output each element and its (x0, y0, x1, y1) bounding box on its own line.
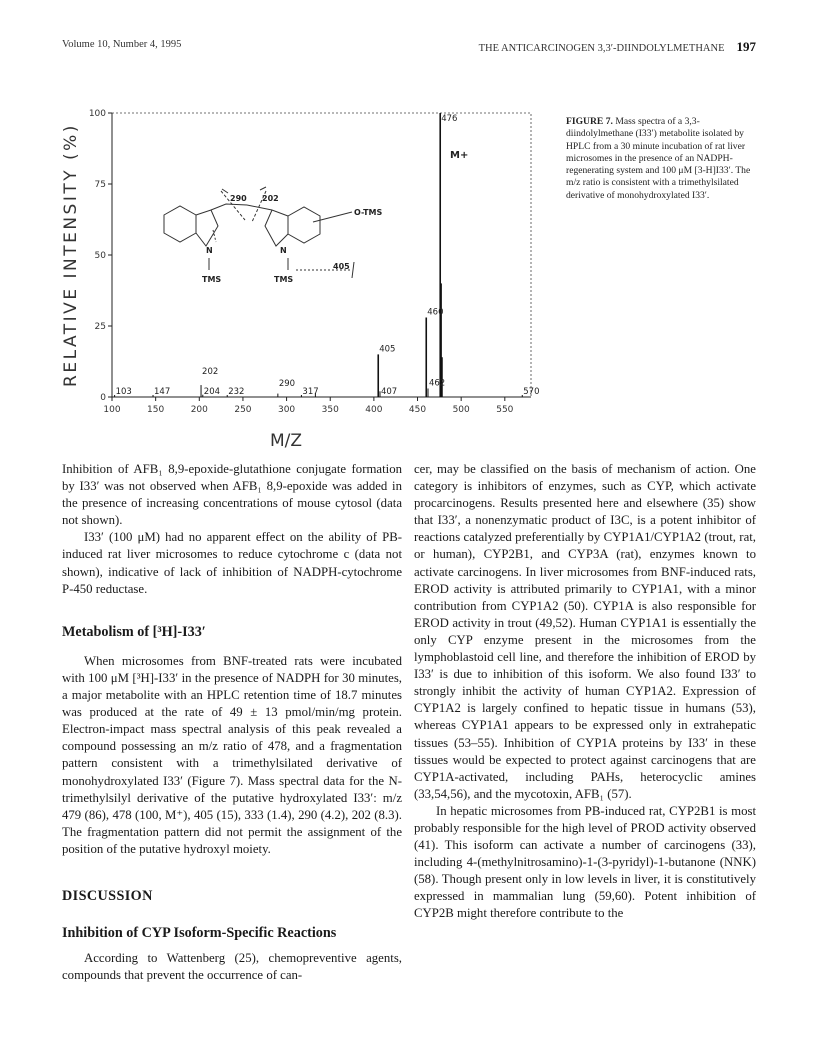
peak-label: 570 (523, 387, 540, 397)
x-tick-label: 450 (408, 405, 427, 415)
paragraph-afb1-conjugate: Inhibition of AFB₁ 8,9-epoxide-glutathione conjugate formation by I33′ was not observed when AFB₁ 8,9-epoxide was added in the presence of increasing concentrations of mouse cytosol (data not shown). (62, 462, 402, 528)
molecular-ion-label: M+ (450, 150, 469, 161)
y-tick-label: 0 (100, 393, 106, 403)
heading-metabolism: Metabolism of [³H]-I33′ (62, 623, 206, 640)
peak-label: 317 (302, 387, 319, 397)
x-tick-label: 100 (103, 405, 121, 415)
structure-label-otms: O-TMS (354, 208, 383, 217)
x-tick-label: 550 (496, 405, 514, 415)
figure-caption-text: Mass spectra of a 3,3-diindolylmethane (I33′) metabolite isolated by HPLC from a 30 minute incubation of rat liver microsomes in the presence of an NADPH-regenerating system and 100 μM [3-H]I33′. The m/z ratio is consistent with a trimethylsilated derivative of monohydroxylated I33′. (566, 116, 751, 201)
heading-discussion: DISCUSSION (62, 887, 153, 904)
peak-label: 290 (278, 379, 296, 389)
peak-label: 147 (154, 387, 171, 397)
mass-spectrum-figure (0, 0, 816, 460)
paragraph-mechanism: cer, may be classified on the basis of mechanism of action. One category is inhibitors of enzymes, such as CYP, which activate procarcinogens. Results presented here and elsewhere (35) show that I33′, a nonenzymatic product of I3C, is a potent inhibitor of reactions catalyzed preferentially by CYP1A1/CYP1A2 (trout, rat, or human), CYP2B1, and CYP3A (rat), enzymes known to activate carcinogens. In liver microsomes from BNF-induced rats, EROD activity is attributed primarily to CYP1A1, with a minor contribution from CYP1A2 (50). CYP1A is also responsible for EROD activity in trout (49,52). Human CYP1A1 is essentially the only CYP enzyme present in the microsomes from the lymphoblastoid cell line, and therefore the inhibition of EROD by I33′ is due to inhibition of this isoform. We also found I33′ to strongly inhibit the activity of human CYP1A2. Expression of CYP1A2 is largely confined to hepatic tissue in humans (53), whereas CYP1A1 appears to be expressed only in extrahepatic tissues (53–55). Inhibition of CYP1A proteins by I33′ in these tissues would be expected to protect against carcinogens that are CYP1A-activated, including PAHs, heterocyclic amines (33,54,56), and the mycotoxin, AFB₁ (57). (414, 462, 756, 801)
peak-label: 204 (203, 387, 221, 397)
running-header-left: Volume 10, Number 4, 1995 (62, 39, 182, 50)
figure-caption-label: FIGURE 7. (566, 116, 613, 127)
y-tick-label: 100 (88, 109, 106, 119)
structure-label-290: 290 (230, 194, 247, 203)
running-title: THE ANTICARCINOGEN 3,3′-DIINDOLYLMETHANE (478, 43, 725, 54)
peak-labels (116, 114, 540, 397)
peak-label: 462 (428, 378, 446, 389)
peak-label: 460 (427, 307, 444, 318)
y-tick-label: 50 (94, 251, 106, 261)
x-tick-label: 350 (321, 405, 339, 415)
peak-label: 405 (379, 344, 396, 355)
peak-label: 407 (380, 387, 398, 397)
structure-label-405: 405 (333, 262, 350, 271)
page-number: 197 (736, 39, 756, 54)
right-column (414, 461, 756, 923)
structure-label-tms-left: TMS (202, 275, 222, 284)
structure-labels (202, 194, 383, 284)
structure-label-tms-right: TMS (274, 275, 294, 284)
structure-atom-n-left: N (206, 246, 213, 255)
x-tick-label: 200 (190, 405, 208, 415)
heading-inhibition: Inhibition of CYP Isoform-Specific Reactions (62, 925, 337, 942)
x-tick-label: 400 (365, 405, 383, 415)
peak-label: 232 (228, 387, 245, 397)
peak-label: 103 (115, 387, 132, 397)
structure-label-202: 202 (262, 194, 279, 203)
paragraph-cytochrome-reductase: I33′ (100 μM) had no apparent effect on the ability of PB-induced rat liver microsomes to reduce cytochrome c (data not shown), indicative of lack of inhibition of NADPH-cytochrome P-450 reductase. (62, 530, 402, 596)
x-axis-label: M/Z (269, 431, 303, 451)
x-tick-label: 250 (234, 405, 252, 415)
paragraph-wattenberg: According to Wattenberg (25), chemopreventive agents, compounds that prevent the occurrence of can- (62, 951, 402, 983)
x-tick-label: 300 (277, 405, 296, 415)
x-tick-label: 500 (452, 405, 470, 415)
y-axis-label: RELATIVE INTENSITY (%) (61, 123, 81, 387)
x-tick-label: 150 (147, 405, 165, 415)
paragraph-hepatic-microsomes: In hepatic microsomes from PB-induced rat, CYP2B1 is most probably responsible for the high level of PROD activity observed (41). This isoform can activate a number of carcinogens (33), including 4-(methylnitrosamino)-1-(3-pyridyl)-1-butanone (NNK) (58). Though present only in low levels in liver, it is constitutively expressed in mammalian lung (59,60). Potent inhibition of CYP2B might therefore contribute to the (414, 803, 756, 921)
structure-atom-n-right: N (280, 246, 287, 255)
chemical-structure (164, 187, 354, 278)
y-tick-label: 75 (94, 180, 106, 190)
paragraph-metabolism: When microsomes from BNF-treated rats were incubated with 100 μM [³H]-I33′ in the presence of NADPH for 30 minutes, a major metabolite with an HPLC retention time of 18.7 minutes was produced at the rate of 49 ± 13 pmol/min/mg protein. Electron-impact mass spectral analysis of this peak revealed a compound possessing an m/z ratio of 478, and a fragmentation pattern consistent with a trimethylsilated derivative of monohydroxylated I33′ (Figure 7). Mass spectral data for the N-trimethylsilyl derivative of the putative hydroxylated I33′: m/z 479 (86), 478 (100, M⁺), 405 (15), 333 (1.4), 290 (4.2), 202 (8.3). The fragmentation pattern did not permit the assignment of the position of the putative hydroxyl moiety. (62, 653, 402, 856)
peak-label: 476 (441, 114, 458, 124)
peak-label: 202 (202, 367, 219, 378)
figure-caption (566, 116, 766, 202)
left-column (62, 461, 402, 984)
y-tick-label: 25 (94, 322, 106, 332)
